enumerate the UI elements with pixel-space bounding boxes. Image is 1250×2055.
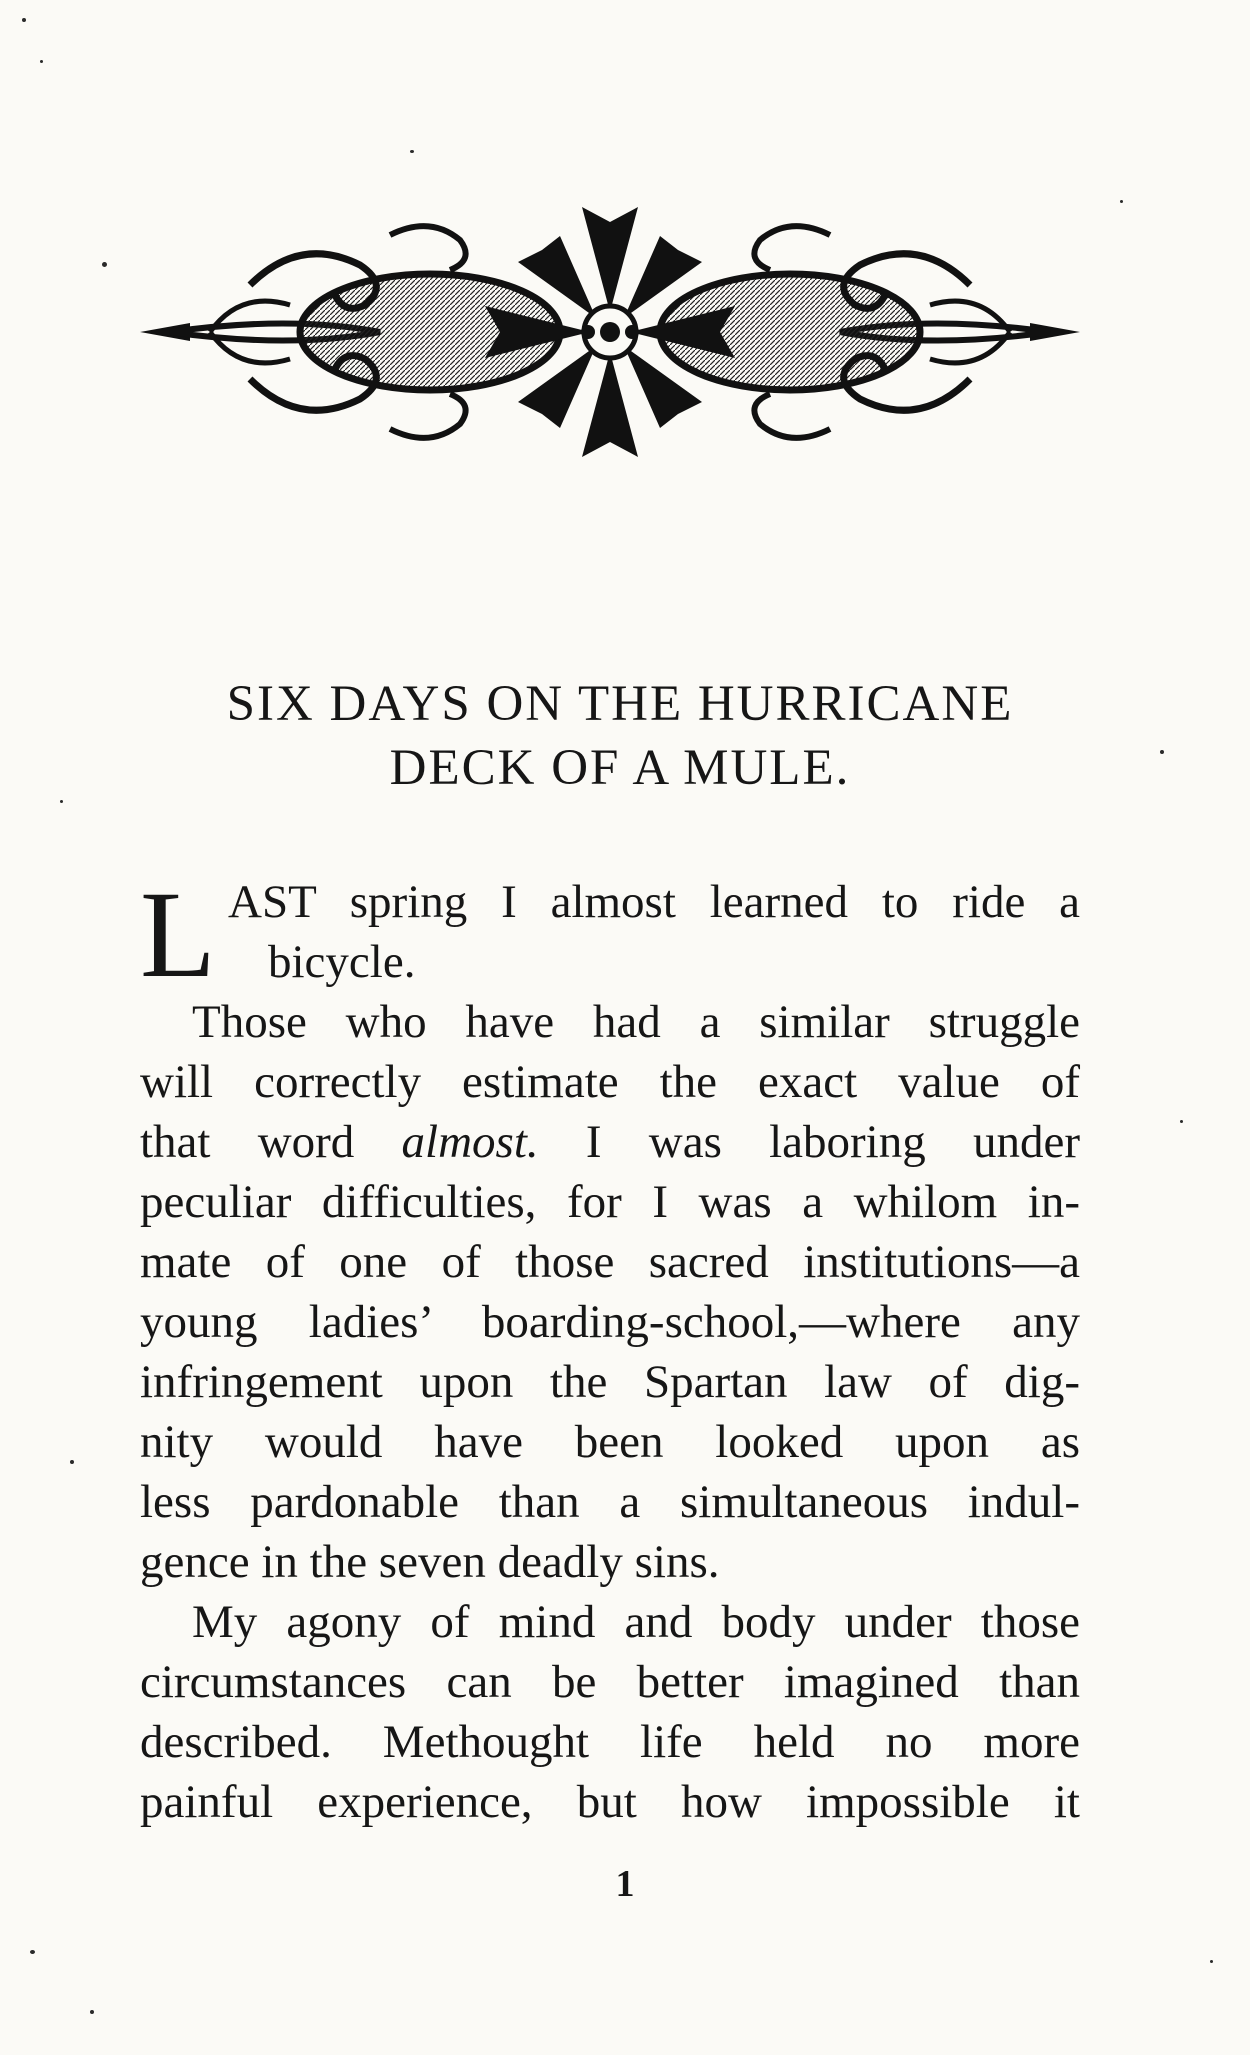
text-line: will correctly estimate the exact value of	[140, 1056, 1080, 1108]
text-line: less pardonable than a simultaneous indul-	[140, 1476, 1080, 1528]
text-line: peculiar difficulties, for I was a whilom in-	[140, 1176, 1080, 1228]
chapter-title-line-1: SIX DAYS ON THE HURRICANE	[226, 676, 1014, 732]
text-line: infringement upon the Spartan law of dig-	[140, 1356, 1080, 1408]
page-number: 1	[615, 1863, 635, 1905]
chapter-title-line-2: DECK OF A MULE.	[389, 740, 851, 796]
text-line: circumstances can be better imagined than	[140, 1656, 1080, 1708]
italic-word: almost.	[401, 1116, 539, 1168]
text-line: Those who have had a similar struggle	[192, 996, 1080, 1048]
text-line: mate of one of those sacred institutions—a	[140, 1236, 1080, 1288]
text-line: AST spring I almost learned to ride a	[228, 876, 1080, 928]
text-line: bicycle.	[268, 936, 416, 988]
drop-cap: L	[140, 866, 216, 1003]
text-line-with-italic: that word almost. I was laboring under	[140, 1116, 1080, 1168]
text-line: My agony of mind and body under those	[192, 1596, 1080, 1648]
text-line: young ladies’ boarding-school,—where any	[140, 1296, 1080, 1348]
floral-headpiece-ornament	[130, 195, 1090, 470]
text-line: nity would have been looked upon as	[140, 1416, 1080, 1468]
text-line: gence in the seven deadly sins.	[140, 1536, 720, 1588]
text-line: painful experience, but how impossible it	[140, 1776, 1080, 1828]
text-line: described. Methought life held no more	[140, 1716, 1080, 1768]
